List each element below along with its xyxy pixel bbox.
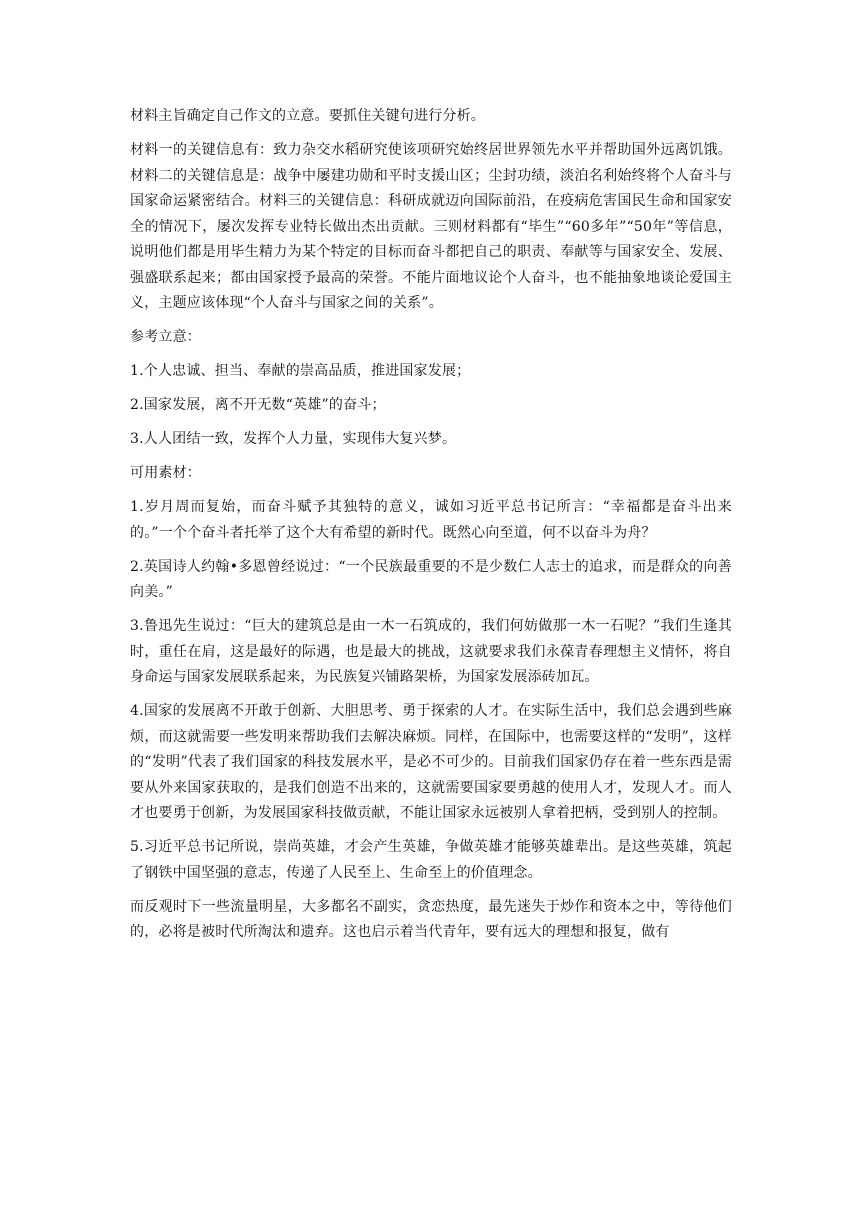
paragraph-reference-1: 1.个人忠诚、担当、奉献的崇高品质，推进国家发展； bbox=[130, 363, 471, 379]
paragraph-key-info-analysis: 材料一的关键信息有：致力杂交水稻研究使该项研究始终居世界领先水平并帮助国外远离饥饿。材料二的关键信息是：战争中屡建功勋和平时支援山区；尘封功绩，淡泊名利始终将个人奋斗与国家命运紧密结合。材料三的关键信息：科研成就迈向国际前沿，在疫病危害国民生命和国家安全的情况下，屡次发挥专业特长做出杰出贡献。三则材料都有“毕生”“60多年”“50年”等信息，说明他们都是用毕生精力为某个特定的目标而奋斗都把自己的职责、奉献等与国家安全、发展、强盛联系起来；都由国家授予最高的荣誉。不能片面地议论个人奋斗，也不能抽象地谈论爱国主义，主题应该体现“个人奋斗与国家之间的关系”。 bbox=[130, 142, 732, 311]
paragraph-reference-2: 2.国家发展，离不开无数“英雄”的奋斗； bbox=[130, 397, 386, 413]
paragraph-material-3: 3.鲁迅先生说过：“巨大的建筑总是由一木一石筑成的，我们何妨做那一木一石呢？”我们生逢其时，重任在肩，这是最好的际遇，也是最大的挑战，这就要求我们永葆青春理想主义情怀，将自身命运与国家发展联系起来，为民族复兴铺路架桥，为国家发展添砖加瓦。 bbox=[130, 618, 732, 685]
paragraph-theme-intro: 材料主旨确定自己作文的立意。要抓住关键句进行分析。 bbox=[130, 108, 485, 124]
paragraph-material-2: 2.英国诗人约翰•多恩曾经说过：“一个民族最重要的不是少数仁人志士的追求，而是群众的向善向美。” bbox=[130, 558, 732, 600]
paragraph-material-4: 4.国家的发展离不开敢于创新、大胆思考、勇于探索的人才。在实际生活中，我们总会遇到些麻烦，而这就需要一些发明来帮助我们去解决麻烦。同样，在国际中，也需要这样的“发明”，这样的“发明”代表了我们国家的科技发展水平，是必不可少的。目前我们国家仍存在着一些东西是需要从外来国家获取的，是我们创造不出来的，这就需要国家要勇越的使用人才，发现人才。而人才也要勇于创新，为发展国家科技做贡献，不能让国家永远被别人拿着把柄，受到别人的控制。 bbox=[130, 703, 732, 821]
document-body bbox=[130, 104, 732, 946]
paragraph-materials-heading: 可用素材： bbox=[130, 465, 201, 481]
paragraph-reference-heading: 参考立意： bbox=[130, 329, 201, 345]
paragraph-material-1: 1.岁月周而复始，而奋斗赋予其独特的意义，诚如习近平总书记所言：“幸福都是奋斗出来的。”一个个奋斗者托举了这个大有希望的新时代。既然心向至道，何不以奋斗为舟？ bbox=[130, 499, 732, 541]
paragraph-reference-3: 3.人人团结一致，发挥个人力量，实现伟大复兴梦。 bbox=[130, 431, 457, 447]
paragraph-material-5-continued: 而反观时下一些流量明星，大多都名不副实，贪恋热度，最先迷失于炒作和资本之中，等待他们的，必将是被时代所淘汰和遗弃。这也启示着当代青年，要有远大的理想和报复，做有 bbox=[130, 898, 732, 940]
paragraph-material-5: 5.习近平总书记所说，崇尚英雄，才会产生英雄，争做英雄才能够英雄辈出。是这些英雄，筑起了钢铁中国坚强的意志，传递了人民至上、生命至上的价值理念。 bbox=[130, 839, 732, 881]
